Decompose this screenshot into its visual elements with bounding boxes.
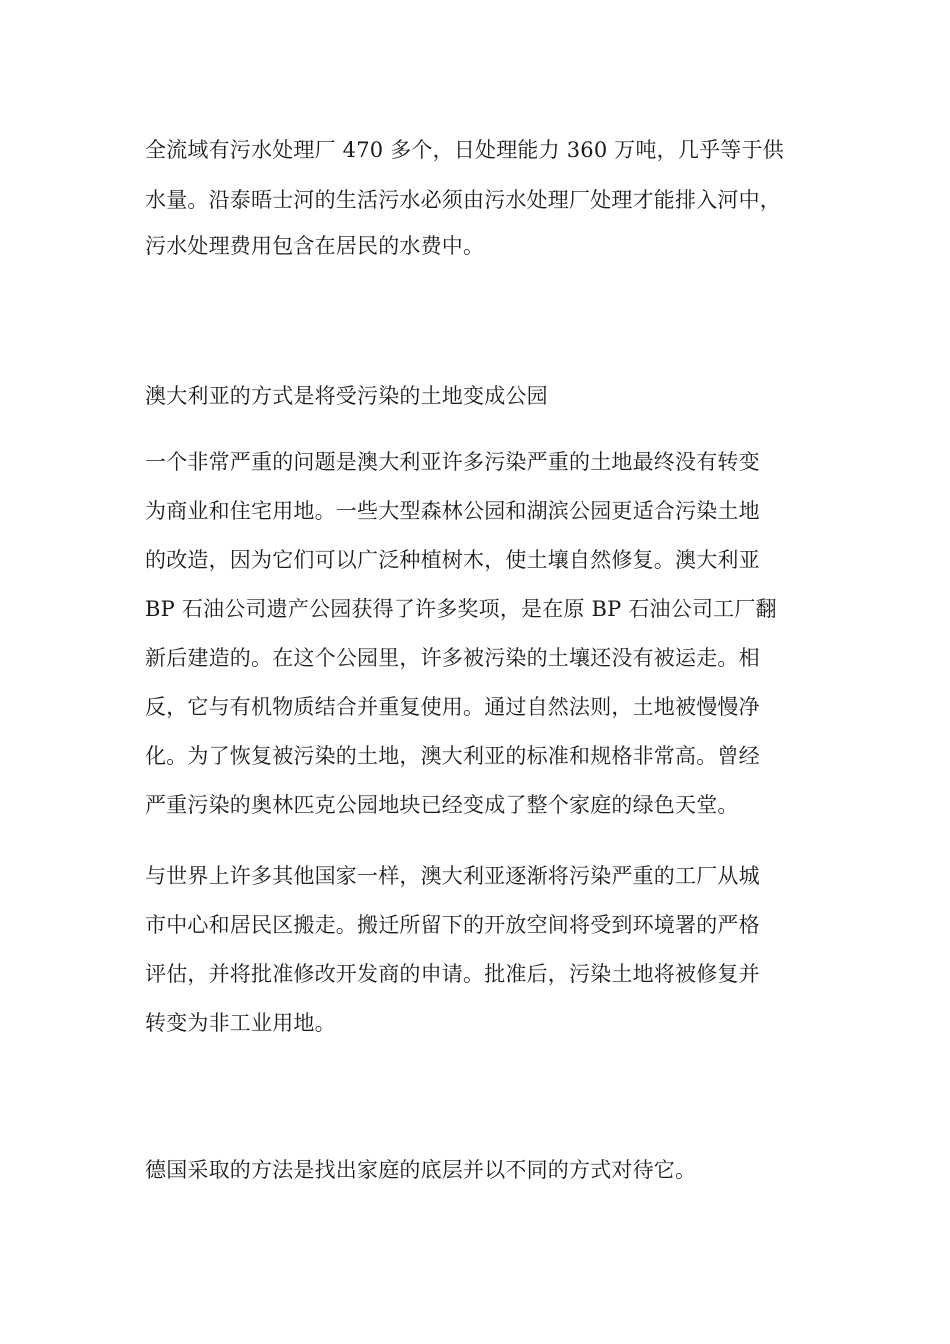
heading-text: 澳大利亚的方式是将受污染的土地变成公园 [145,384,548,408]
paragraph-line: 一个非常严重的问题是澳大利亚许多污染严重的土地最终没有转变 [145,450,760,474]
section-heading-germany [145,1154,810,1186]
paragraph-line: 新后建造的。在这个公园里，许多被污染的土壤还没有被运走。相 [145,646,760,670]
paragraph-line: 全流域有污水处理厂 470 多个，日处理能力 360 万吨，几乎等于供 [145,138,784,162]
paragraph-line: 转变为非工业用地。 [145,1011,336,1035]
paragraph-australia-relocation [145,860,810,1056]
paragraph-line: 与世界上许多其他国家一样，澳大利亚逐渐将污染严重的工厂从城 [145,864,760,888]
paragraph-line: 的改造，因为它们可以广泛种植树木，使土壤自然修复。澳大利亚 [145,548,760,572]
heading-text: 德国采取的方法是找出家庭的底层并以不同的方式对待它。 [145,1158,697,1182]
paragraph-line: 反，它与有机物质结合并重复使用。通过自然法则，土地被慢慢净 [145,695,760,719]
paragraph-line: 污水处理费用包含在居民的水费中。 [145,234,485,258]
paragraph-line: 化。为了恢复被污染的土地，澳大利亚的标准和规格非常高。曾经 [145,744,760,768]
paragraph-line: 评估，并将批准修改开发商的申请。批准后，污染土地将被修复并 [145,962,760,986]
paragraph-line: 为商业和住宅用地。一些大型森林公园和湖滨公园更适合污染土地 [145,499,760,523]
paragraph-line: 严重污染的奥林匹克公园地块已经变成了整个家庭的绿色天堂。 [145,793,739,817]
paragraph-australia-parks [145,446,810,838]
section-heading-australia [145,380,810,412]
paragraph-line: 市中心和居民区搬走。搬迁所留下的开放空间将受到环境署的严格 [145,913,760,937]
paragraph-thames-sewage [145,134,810,276]
paragraph-line: BP 石油公司遗产公园获得了许多奖项，是在原 BP 石油公司工厂翻 [145,597,777,621]
paragraph-line: 水量。沿泰晤士河的生活污水必须由污水处理厂处理才能排入河中， [145,188,781,212]
